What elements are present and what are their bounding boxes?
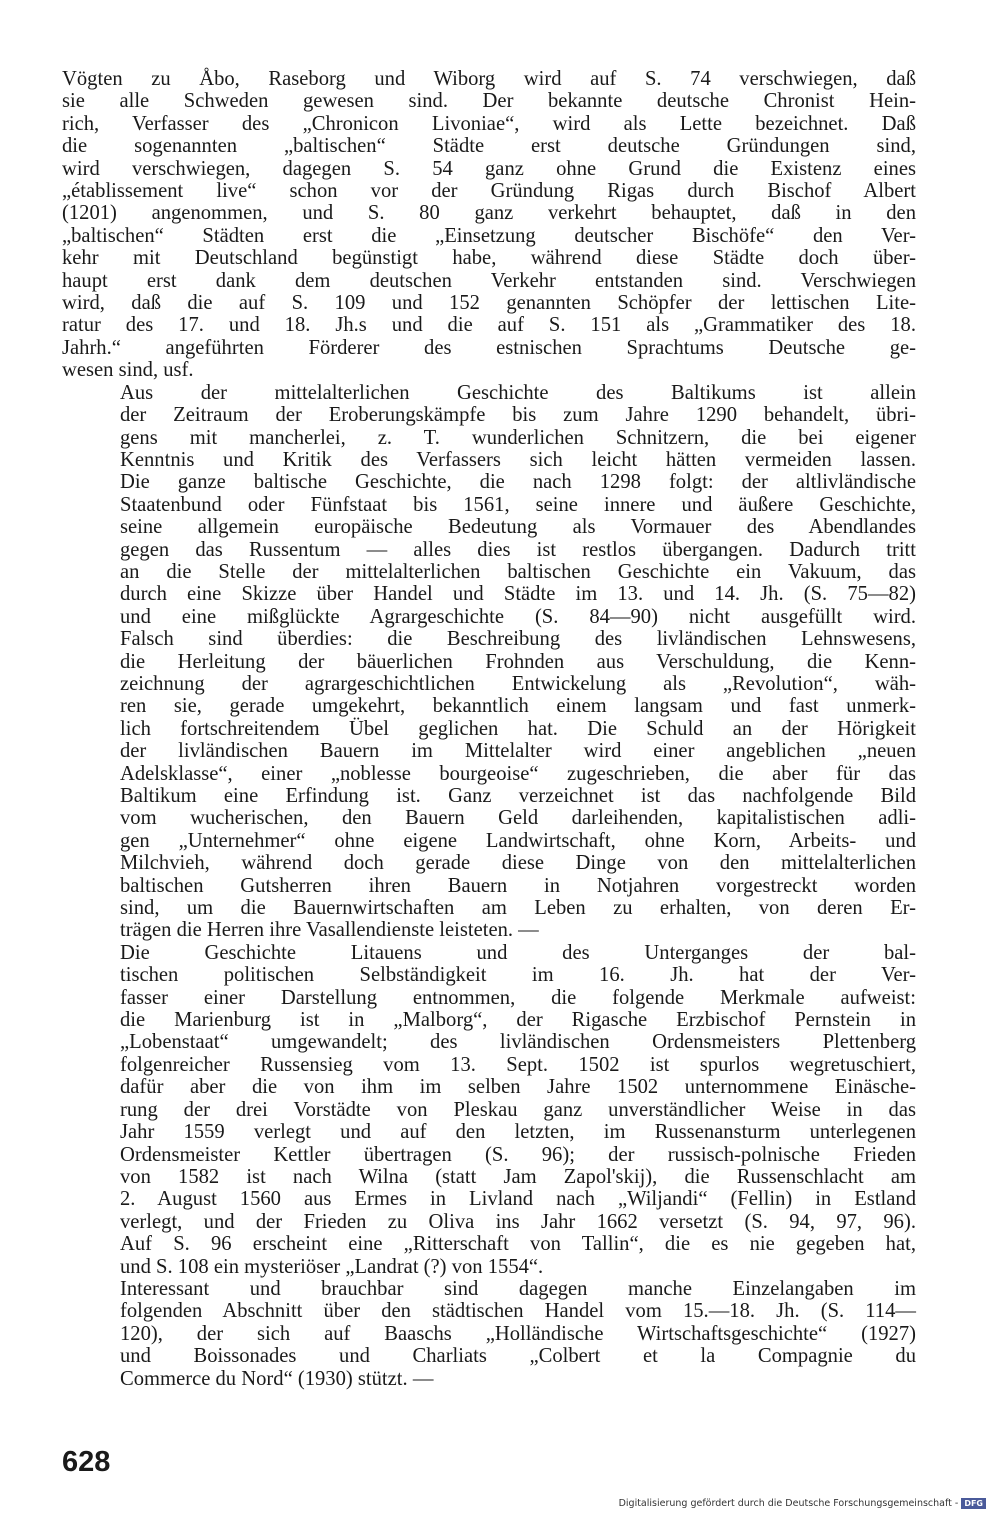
text-line: Ordensmeister Kettler übertragen (S. 96); der russisch-polnische Frieden [120, 1143, 916, 1166]
text-line: Staatenbund oder Fünfstaat bis 1561, seine innere und äußere Geschichte, [120, 493, 916, 516]
text-line: ren sie, gerade umgekehrt, bekanntlich einem langsam und fast unmerk- [120, 695, 916, 718]
text-line: sind, um die Bauernwirtschaften am Leben zu erhalten, von deren Er- [120, 897, 916, 920]
text-line: an die Stelle der mittelalterlichen baltischen Geschichte ein Vakuum, das [120, 560, 916, 583]
text-line: gens mit mancherlei, z. T. wunderlichen Schnitzern, die bei eigener [120, 426, 916, 449]
paragraph-4 [62, 1278, 916, 1390]
text-line: Auf S. 96 erscheint eine „Ritterschaft von Tallin“, die es nie gegeben hat, [120, 1233, 916, 1256]
text-line: von 1582 ist nach Wilna (statt Jam Zapol'skij), die Russenschlacht am [120, 1165, 916, 1188]
dfg-logo: DFG [961, 1498, 986, 1509]
text-line: wird, daß die auf S. 109 und 152 genannten Schöpfer der lettischen Lite- [62, 292, 916, 315]
text-line: Vögten zu Åbo, Raseborg und Wiborg wird auf S. 74 verschwiegen, daß [62, 68, 916, 90]
text-line: gegen das Russentum — alles dies ist restlos übergangen. Dadurch tritt [120, 538, 916, 561]
text-line: (1201) angenommen, und S. 80 ganz verkehrt behauptet, daß in den [62, 202, 916, 225]
text-line: Aus der mittelalterlichen Geschichte des Baltikums ist allein [120, 381, 916, 404]
text-line: gen „Unternehmer“ ohne eigene Landwirtschaft, ohne Korn, Arbeits- und [120, 829, 916, 852]
text-line: wird verschwiegen, dagegen S. 54 ganz ohne Grund die Existenz eines [62, 157, 916, 180]
text-line: sie alle Schweden gewesen sind. Der bekannte deutsche Chronist Hein- [62, 90, 916, 113]
text-line: Jahr 1559 verlegt und auf den letzten, im Russenansturm unterlegenen [120, 1121, 916, 1144]
text-line: Adelsklasse“, einer „noblesse bourgeoise“ zugeschrieben, die aber für das [120, 762, 916, 785]
text-line: ratur des 17. und 18. Jh.s und die auf S. 151 als „Grammatiker des 18. [62, 314, 916, 337]
text-line: Falsch sind überdies: die Beschreibung des livländischen Lehnswesens, [120, 628, 916, 651]
text-line: dafür aber die von ihm im selben Jahre 1502 unternommene Einäsche- [120, 1076, 916, 1099]
text-line: tischen politischen Selbständigkeit im 16. Jh. hat der Ver- [120, 964, 916, 987]
text-line: und S. 108 ein mysteriöser „Landrat (?) von 1554“. [120, 1255, 544, 1278]
text-line: die Herleitung der bäuerlichen Frohnden aus Verschuldung, die Kenn- [120, 650, 916, 673]
text-line: „baltischen“ Städten erst die „Einsetzung deutscher Bischöfe“ den Ver- [62, 224, 916, 247]
footer-text: Digitalisierung gefördert durch die Deutsche Forschungsgemeinschaft - [618, 1498, 959, 1509]
paragraph-2 [62, 382, 916, 942]
text-line: und Boissonades und Charliats „Colbert et la Compagnie du [120, 1345, 916, 1368]
text-line: vom wucherischen, den Bauern Geld darleihenden, kapitalistischen adli- [120, 807, 916, 830]
text-line: die Marienburg ist in „Malborg“, der Rigasche Erzbischof Pernstein in [120, 1009, 916, 1032]
text-line: die sogenannten „baltischen“ Städte erst deutsche Gründungen sind, [62, 135, 916, 158]
text-line: zeichnung der agrargeschichtlichen Entwickelung als „Revolution“, wäh- [120, 672, 916, 695]
footer-credit [619, 1498, 986, 1509]
text-line: der livländischen Bauern im Mittelalter wird einer angeblichen „neuen [120, 740, 916, 763]
text-line: Die Geschichte Litauens und des Unterganges der bal- [120, 941, 916, 964]
text-line: fasser einer Darstellung entnommen, die folgende Merkmale aufweist: [120, 986, 916, 1009]
text-line: kehr mit Deutschland begünstigt habe, während diese Städte doch über- [62, 247, 916, 270]
text-line: und eine mißglückte Agrargeschichte (S. 84—90) nicht ausgefüllt wird. [120, 605, 916, 628]
text-line: Milchvieh, während doch gerade diese Dinge von den mittelalterlichen [120, 852, 916, 875]
text-line: lich fortschreitendem Übel geglichen hat. Die Schuld an der Hörigkeit [120, 717, 916, 740]
text-line: Interessant und brauchbar sind dagegen manche Einzelangaben im [120, 1277, 916, 1300]
text-line: wesen sind, usf. [62, 359, 194, 382]
paragraph-1 [62, 68, 916, 382]
page-number: 628 [62, 1446, 111, 1478]
text-line: Die ganze baltische Geschichte, die nach 1298 folgt: der altlivländische [120, 471, 916, 494]
text-line: trägen die Herren ihre Vasallendienste leisteten. — [120, 919, 539, 942]
text-line: folgenden Abschnitt über den städtischen Handel vom 15.—18. Jh. (S. 114— [120, 1300, 916, 1323]
text-line: verlegt, und der Frieden zu Oliva ins Jahr 1662 versetzt (S. 94, 97, 96). [120, 1210, 916, 1233]
paragraph-3 [62, 942, 916, 1278]
text-line: Kenntnis und Kritik des Verfassers sich leicht hätten vermeiden lassen. [120, 448, 916, 471]
text-line: 120), der sich auf Baaschs „Holländische Wirtschaftsgeschichte“ (1927) [120, 1322, 916, 1345]
text-line: Baltikum eine Erfindung ist. Ganz verzeichnet ist das nachfolgende Bild [120, 785, 916, 807]
text-line: Commerce du Nord“ (1930) stützt. — [120, 1367, 434, 1390]
text-line: 2. August 1560 aus Ermes in Livland nach „Wiljandi“ (Fellin) in Estland [120, 1188, 916, 1211]
text-line: Jahrh.“ angeführten Förderer des estnischen Sprachtums Deutsche ge- [62, 336, 916, 359]
text-line: „établissement live“ schon vor der Gründung Rigas durch Bischof Albert [62, 180, 916, 203]
text-line: „Lobenstaat“ umgewandelt; des livländischen Ordensmeisters Plettenberg [120, 1031, 916, 1054]
text-line: rich, Verfasser des „Chronicon Livoniae“, wird als Lette bezeichnet. Daß [62, 112, 916, 135]
text-line: rung der drei Vorstädte von Pleskau ganz unverständlicher Weise in das [120, 1098, 916, 1121]
text-line: haupt erst dank dem deutschen Verkehr entstanden sind. Verschwiegen [62, 269, 916, 292]
text-line: durch eine Skizze über Handel und Städte im 13. und 14. Jh. (S. 75—82) [120, 583, 916, 606]
text-line: baltischen Gutsherren ihren Bauern in Notjahren vorgestreckt worden [120, 874, 916, 897]
text-line: der Zeitraum der Eroberungskämpfe bis zum Jahre 1290 behandelt, übri- [120, 404, 916, 427]
text-line: seine allgemein europäische Bedeutung als Vormauer des Abendlandes [120, 516, 916, 539]
text-line: folgenreicher Russensieg vom 13. Sept. 1502 ist spurlos wegretuschiert, [120, 1053, 916, 1076]
page-body [62, 68, 916, 1390]
